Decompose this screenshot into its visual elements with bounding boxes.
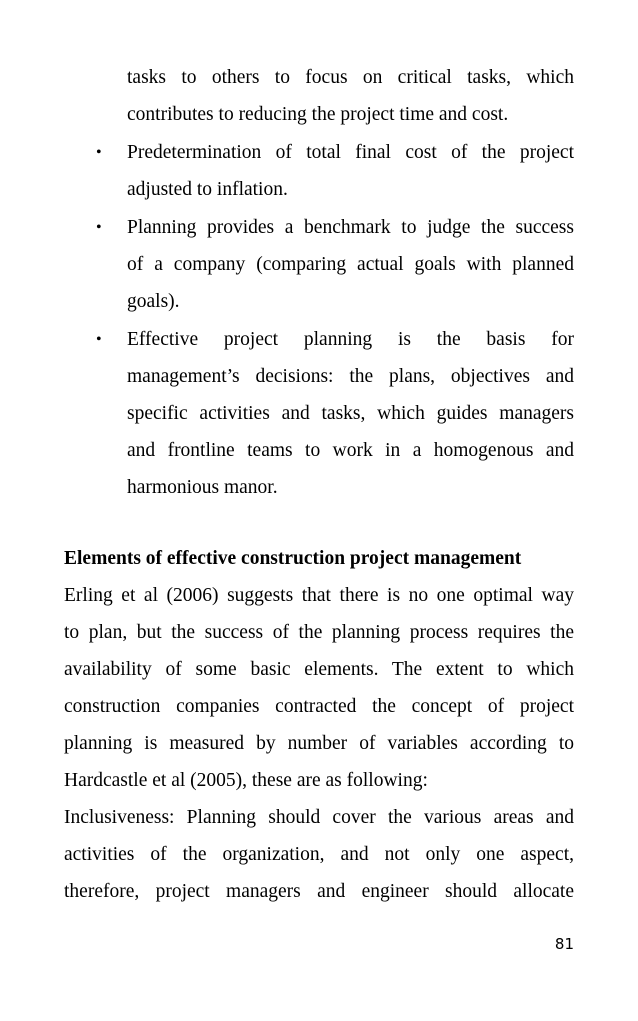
bullet-2-line-1: Predetermination of total final cost of the project [127, 142, 574, 163]
paragraph-line: Erling et al (2006) suggests that there is no one optimal way [64, 585, 574, 606]
page-number: 81 [554, 935, 574, 953]
paragraph-line: activities of the organization, and not only one aspect, [64, 844, 574, 865]
bullet-1-line-2: contributes to reducing the project time and cost. [127, 104, 509, 125]
bullet-1-line-1: tasks to others to focus on critical tasks, which [127, 67, 574, 88]
bullet-marker-2: • [96, 144, 102, 161]
section-heading: Elements of effective construction project management [64, 548, 522, 569]
bullet-4-line-4: and frontline teams to work in a homogenous and [127, 440, 574, 461]
bullet-3-line-1: Planning provides a benchmark to judge the success [127, 217, 574, 238]
bullet-3-line-3: goals). [127, 291, 180, 312]
paragraph-line: to plan, but the success of the planning process requires the [64, 622, 574, 643]
paragraph-line: planning is measured by number of variables according to [64, 733, 574, 754]
bullet-marker-3: • [96, 219, 102, 236]
paragraph-line: Hardcastle et al (2005), these are as following: [64, 770, 428, 791]
paragraph-line: Inclusiveness: Planning should cover the various areas and [64, 807, 574, 828]
paragraph-line: therefore, project managers and engineer should allocate [64, 881, 574, 902]
bullet-4-line-5: harmonious manor. [127, 477, 278, 498]
bullet-4-line-2: management’s decisions: the plans, objectives and [127, 366, 574, 387]
bullet-3-line-2: of a company (comparing actual goals with planned [127, 254, 574, 275]
bullet-2-line-2: adjusted to inflation. [127, 179, 288, 200]
bullet-4-line-3: specific activities and tasks, which guides managers [127, 403, 574, 424]
paragraph-line: availability of some basic elements. The extent to which [64, 659, 574, 680]
bullet-4-line-1: Effective project planning is the basis for [127, 329, 574, 350]
bullet-marker-4: • [96, 331, 102, 348]
paragraph-line: construction companies contracted the concept of project [64, 696, 574, 717]
